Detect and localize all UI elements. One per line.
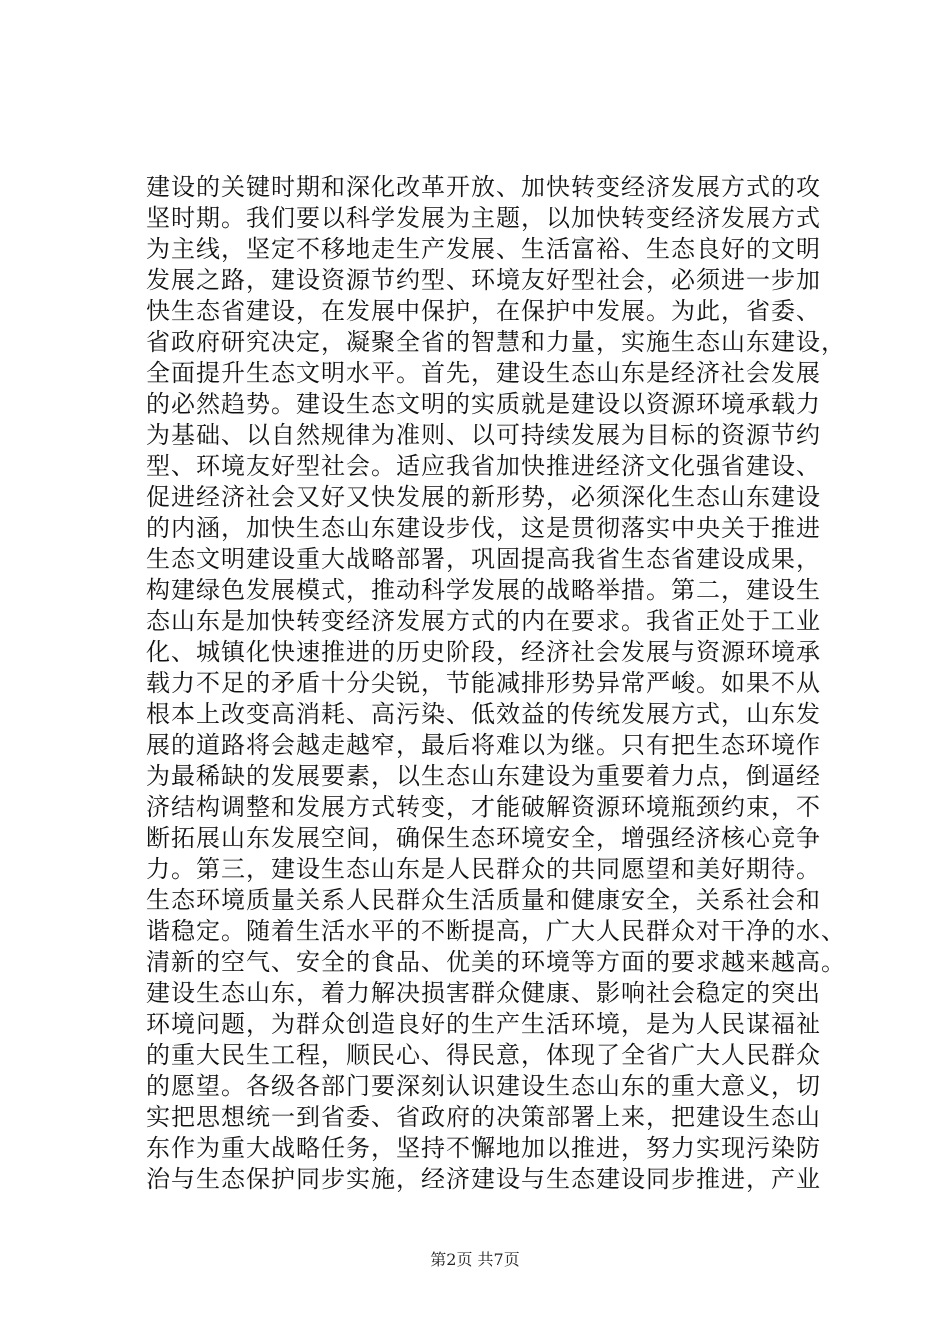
text-line: 建设的关键时期和深化改革开放、加快转变经济发展方式的攻: [146, 173, 821, 201]
text-line: 环境问题，为群众创造良好的生产生活环境，是为人民谋福祉: [146, 1010, 821, 1038]
text-line: 东作为重大战略任务，坚持不懈地加以推进，努力实现污染防: [146, 1134, 821, 1162]
text-line: 展的道路将会越走越窄，最后将难以为继。只有把生态环境作: [146, 731, 821, 759]
text-line: 促进经济社会又好又快发展的新形势，必须深化生态山东建设: [146, 483, 821, 511]
text-line: 根本上改变高消耗、高污染、低效益的传统发展方式，山东发: [146, 700, 821, 728]
text-line: 全面提升生态文明水平。首先，建设生态山东是经济社会发展: [146, 359, 821, 387]
text-line: 实把思想统一到省委、省政府的决策部署上来，把建设生态山: [146, 1103, 821, 1131]
text-line: 态山东是加快转变经济发展方式的内在要求。我省正处于工业: [146, 607, 821, 635]
body-paragraph: [146, 172, 846, 1195]
text-line: 济结构调整和发展方式转变，才能破解资源环境瓶颈约束，不: [146, 793, 821, 821]
text-line: 生态文明建设重大战略部署，巩固提高我省生态省建设成果，: [146, 545, 821, 573]
text-line: 省政府研究决定，凝聚全省的智慧和力量，实施生态山东建设，: [146, 328, 846, 356]
text-line: 的重大民生工程，顺民心、得民意，体现了全省广大人民群众: [146, 1041, 821, 1069]
text-line: 力。第三，建设生态山东是人民群众的共同愿望和美好期待。: [146, 855, 821, 883]
text-line: 化、城镇化快速推进的历史阶段，经济社会发展与资源环境承: [146, 638, 821, 666]
text-line: 型、环境友好型社会。适应我省加快推进经济文化强省建设、: [146, 452, 821, 480]
text-line: 的必然趋势。建设生态文明的实质就是建设以资源环境承载力: [146, 390, 821, 418]
text-line: 生态环境质量关系人民群众生活质量和健康安全，关系社会和: [146, 886, 821, 914]
text-line: 的内涵，加快生态山东建设步伐，这是贯彻落实中央关于推进: [146, 514, 821, 542]
text-line: 载力不足的矛盾十分尖锐，节能减排形势异常严峻。如果不从: [146, 669, 821, 697]
text-line: 治与生态保护同步实施，经济建设与生态建设同步推进，产业: [146, 1165, 821, 1193]
text-line: 的愿望。各级各部门要深刻认识建设生态山东的重大意义，切: [146, 1072, 821, 1100]
text-line: 断拓展山东发展空间，确保生态环境安全，增强经济核心竞争: [146, 824, 821, 852]
text-line: 为基础、以自然规律为准则、以可持续发展为目标的资源节约: [146, 421, 821, 449]
text-line: 建设生态山东，着力解决损害群众健康、影响社会稳定的突出: [146, 979, 821, 1007]
text-line: 为主线，坚定不移地走生产发展、生活富裕、生态良好的文明: [146, 235, 821, 263]
text-line: 谐稳定。随着生活水平的不断提高，广大人民群众对干净的水、: [146, 917, 846, 945]
text-line: 清新的空气、安全的食品、优美的环境等方面的要求越来越高。: [146, 948, 846, 976]
text-line: 发展之路，建设资源节约型、环境友好型社会，必须进一步加: [146, 266, 821, 294]
text-line: 构建绿色发展模式，推动科学发展的战略举措。第二，建设生: [146, 576, 821, 604]
text-line: 坚时期。我们要以科学发展为主题，以加快转变经济发展方式: [146, 204, 821, 232]
page-number-footer: 第2页 共7页: [430, 1250, 520, 1269]
text-line: 快生态省建设，在发展中保护，在保护中发展。为此，省委、: [146, 297, 821, 325]
text-line: 为最稀缺的发展要素，以生态山东建设为重要着力点，倒逼经: [146, 762, 821, 790]
